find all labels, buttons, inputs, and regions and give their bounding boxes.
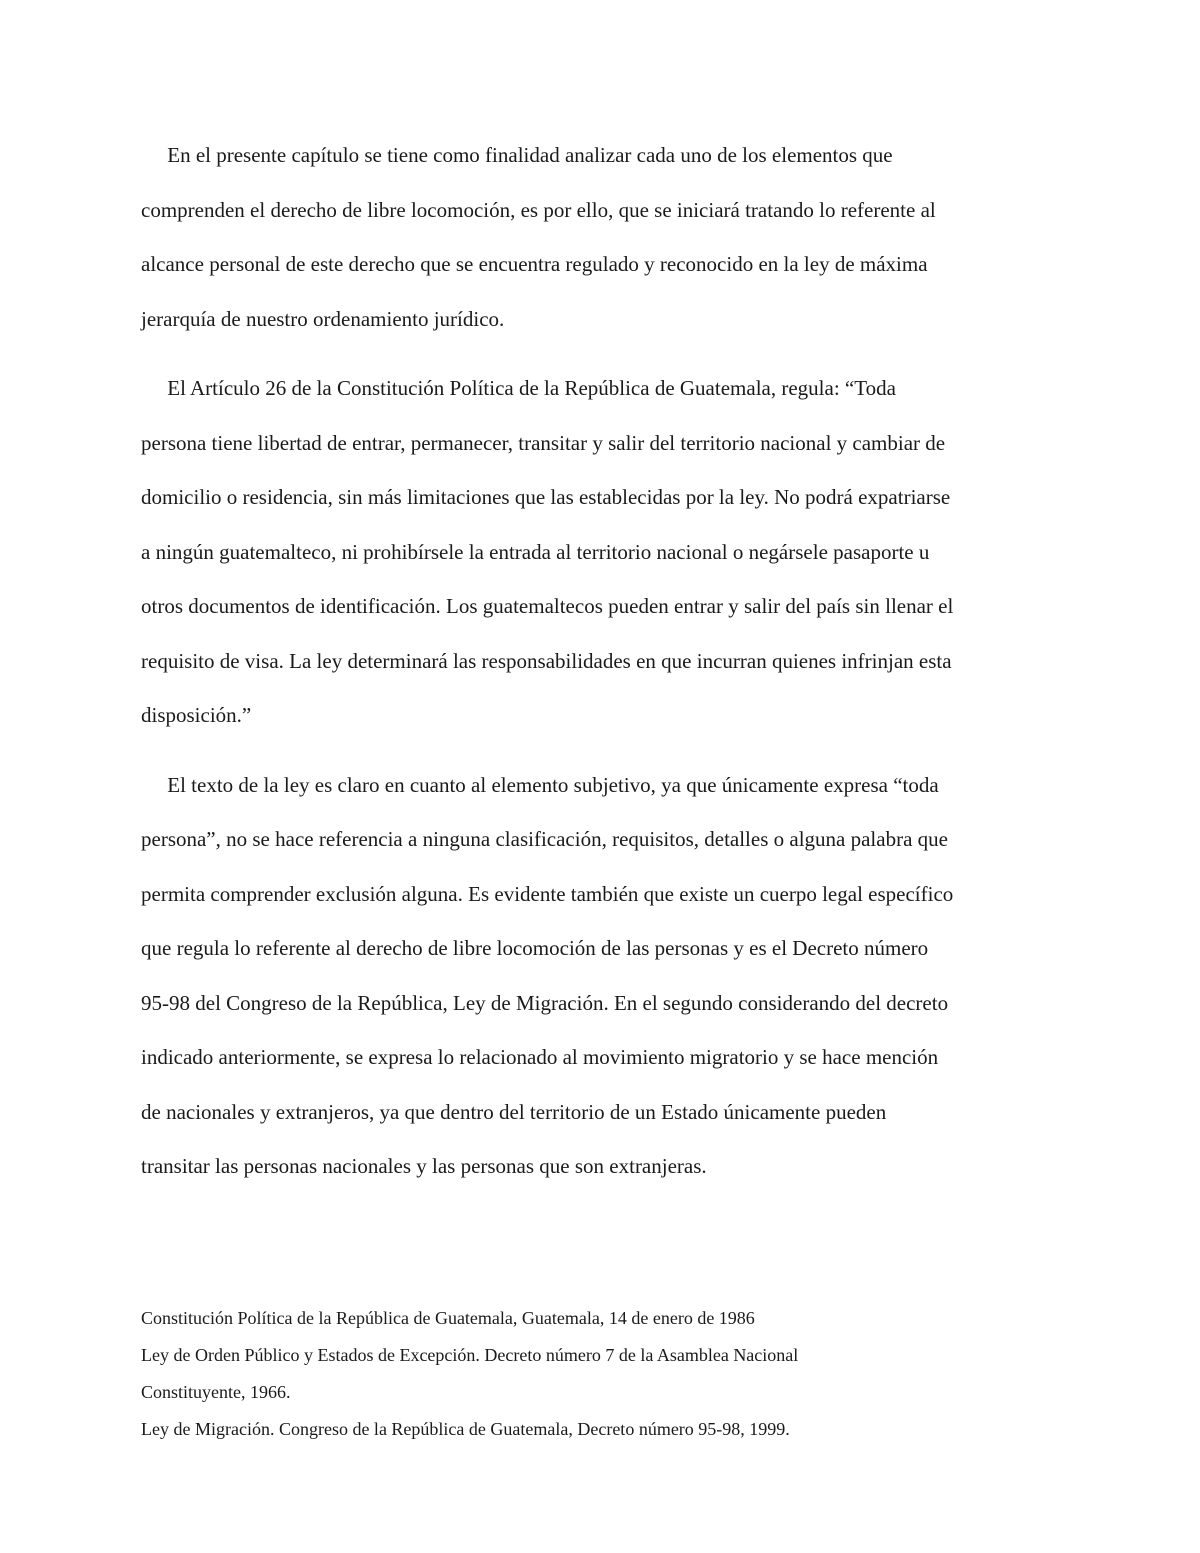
paragraph-2: [141, 361, 1061, 743]
text-line: En el presente capítulo se tiene como finalidad analizar cada uno de los elementos que: [141, 143, 893, 167]
text-line: alcance personal de este derecho que se encuentra regulado y reconocido en la ley de máxima: [141, 252, 928, 276]
text-line: otros documentos de identificación. Los guatemaltecos pueden entrar y salir del país sin llenar el: [141, 594, 954, 618]
text-line: El texto de la ley es claro en cuanto al elemento subjetivo, ya que únicamente expresa “toda: [141, 772, 939, 797]
text-line: requisito de visa. La ley determinará las responsabilidades en que incurran quienes infrinjan esta: [141, 648, 952, 673]
text-line: permita comprender exclusión alguna. Es evidente también que existe un cuerpo legal específico: [141, 881, 954, 906]
footnote-1: Constitución Política de la República de Guatemala, Guatemala, 14 de enero de 1986: [141, 1308, 755, 1328]
text-line: de nacionales y extranjeros, ya que dentro del territorio de un Estado únicamente pueden: [141, 1099, 887, 1124]
paragraph-1: [141, 128, 1061, 346]
text-line: comprenden el derecho de libre locomoción, es por ello, que se iniciará tratando lo referente al: [141, 197, 936, 222]
text-line: indicado anteriormente, se expresa lo relacionado al movimiento migratorio y se hace mención: [141, 1045, 939, 1069]
body-text: [141, 128, 1061, 1209]
footnote-3: Ley de Migración. Congreso de la República de Guatemala, Decreto número 95-98, 1999.: [141, 1419, 790, 1439]
footnotes: [141, 1300, 1061, 1448]
text-line: 95-98 del Congreso de la República, Ley de Migración. En el segundo considerando del decreto: [141, 990, 949, 1015]
footnote-2-continuation: Constituyente, 1966.: [141, 1382, 291, 1402]
text-line: disposición.”: [141, 703, 252, 727]
text-line: persona tiene libertad de entrar, permanecer, transitar y salir del territorio nacional y cambiar de: [141, 430, 946, 455]
text-line: persona”, no se hace referencia a ninguna clasificación, requisitos, detalles o alguna palabra que: [141, 827, 948, 851]
paragraph-3: [141, 758, 1061, 1194]
text-line: domicilio o residencia, sin más limitaciones que las establecidas por la ley. No podrá expatriarse: [141, 485, 951, 509]
text-line: jerarquía de nuestro ordenamiento jurídico.: [141, 306, 505, 331]
text-line: transitar las personas nacionales y las personas que son extranjeras.: [141, 1154, 707, 1178]
text-line: que regula lo referente al derecho de libre locomoción de las personas y es el Decreto número: [141, 936, 929, 960]
text-line: El Artículo 26 de la Constitución Política de la República de Guatemala, regula: “Toda: [141, 376, 896, 400]
footnote-2: Ley de Orden Público y Estados de Excepción. Decreto número 7 de la Asamblea Nacional: [141, 1345, 799, 1365]
text-line: a ningún guatemalteco, ni prohibírsele la entrada al territorio nacional o negársele pasaporte u: [141, 539, 930, 564]
